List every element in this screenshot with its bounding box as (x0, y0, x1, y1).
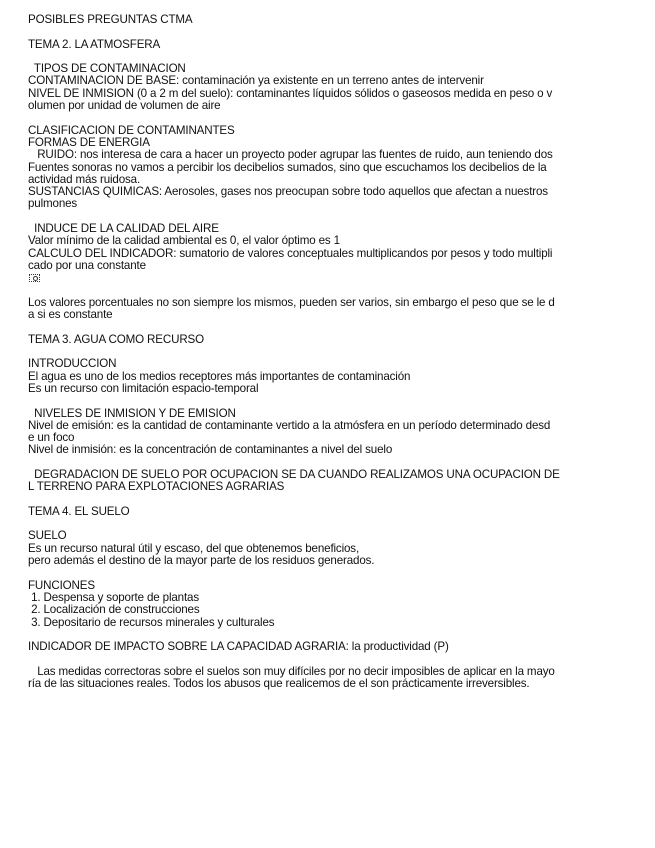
degradacion-heading: DEGRADACIÓN DE SUELO POR OCUPACIÓN SE DA CUANDO REALIZAMOS UNA OCUPACIÓN DE (28, 468, 560, 481)
text-line: actividad más ruidosa. (28, 173, 141, 186)
text-line: Valor mínimo de la calidad ambiental es 0, el valor óptimo es 1 (28, 235, 340, 248)
text-line: ría de las situaciones reales. Todos los abusos que realicemos de el son prácticamente irreversibles. (28, 678, 530, 691)
list-item: 3. Depositario de recursos minerales y culturales (28, 616, 275, 629)
text-line: e un foco (28, 432, 75, 445)
indice-calidad-heading: INDUCE DE LA CALIDAD DEL AIRE (28, 223, 219, 236)
text-line: CONTAMINACIÓN DE BASE: contaminación ya existente en un terreno antes de intervenir (28, 75, 484, 88)
text-line: CALCULO DEL INDICADOR: sumatorio de valores conceptuales multiplicandos por pesos y todo multipli (28, 247, 553, 260)
document-title: POSIBLES PREGUNTAS CTMA (28, 14, 193, 26)
text-line: SUSTANCIAS QUÍMICAS: Aerosoles, gases nos preocupan sobre todo aquellos que afectan a nuestros (28, 186, 548, 199)
document-page (28, 14, 640, 690)
text-line: RUIDO: nos interesa de cara a hacer un proyecto poder agrupar las fuentes de ruido, aun teniendo dos (28, 149, 553, 162)
text-line: pero además el destino de la mayor parte de los residuos generados. (28, 555, 375, 568)
text-line: Nivel de inmisión: es la concentración de contaminantes a nivel del suelo (28, 444, 393, 457)
text-line: Es un recurso natural útil y escaso, del que obtenemos beneficios, (28, 542, 360, 555)
text-line: El agua es uno de los medios receptores más importantes de contaminación (28, 370, 411, 383)
text-line: Los valores porcentuales no son siempre los mismos, pueden ser varios, sin embargo el peso que se le d (28, 296, 555, 309)
indicador-impacto: INDICADOR DE IMPACTO SOBRE LA CAPACIDAD AGRARIA: la productividad (P) (28, 641, 449, 654)
list-item: 2. Localización de construcciones (28, 604, 200, 617)
list-item: 1. Despensa y soporte de plantas (28, 591, 200, 604)
tema-3-heading: TEMA 3. AGUA COMO RECURSO (28, 333, 204, 346)
introduccion-heading: INTRODUCCIÓN (28, 358, 117, 371)
text-line: olumen por unidad de volumen de aire (28, 100, 221, 113)
text-line: pulmones (28, 198, 78, 211)
text-line: NIVEL DE INMISIÓN (0 a 2 m del suelo): contaminantes líquidos sólidos o gaseosos medida en peso o v (28, 87, 553, 100)
suelo-heading: SUELO (28, 530, 67, 543)
text-line: Es un recurso con limitación espacio-temporal (28, 382, 259, 395)
tema-2-heading: TEMA 2. LA ATMÓSFERA (28, 38, 161, 51)
niveles-heading: NIVELES DE INMISIÓN Y DE EMISIÓN (28, 407, 236, 420)
text-line: a si es constante (28, 309, 113, 322)
funciones-heading: FUNCIONES (28, 579, 95, 592)
tema-4-heading: TEMA 4. EL SUELO (28, 505, 130, 518)
text-line: Fuentes sonoras no vamos a percibir los decibelios sumados, sino que escuchamos los decibelios de la (28, 161, 547, 174)
text-line: cado por una constante (28, 259, 146, 272)
text-line: Las medidas correctoras sobre el suelos son muy difíciles por no decir imposibles de aplicar en la mayo (28, 665, 555, 678)
formas-energia-heading: FORMAS DE ENERGÍA (28, 136, 150, 149)
embedded-image-icon (29, 274, 40, 282)
clasificacion-heading: CLASIFICACIÓN DE CONTAMINANTES (28, 124, 235, 137)
text-line: Nivel de emisión: es la cantidad de contaminante vertido a la atmósfera en un período determinado desd (28, 419, 551, 432)
degradacion-heading-cont: L TERRENO PARA EXPLOTACIONES AGRARIAS (28, 481, 285, 494)
tipos-contaminacion-heading: TIPOS DE CONTAMINACIÓN (28, 63, 186, 76)
